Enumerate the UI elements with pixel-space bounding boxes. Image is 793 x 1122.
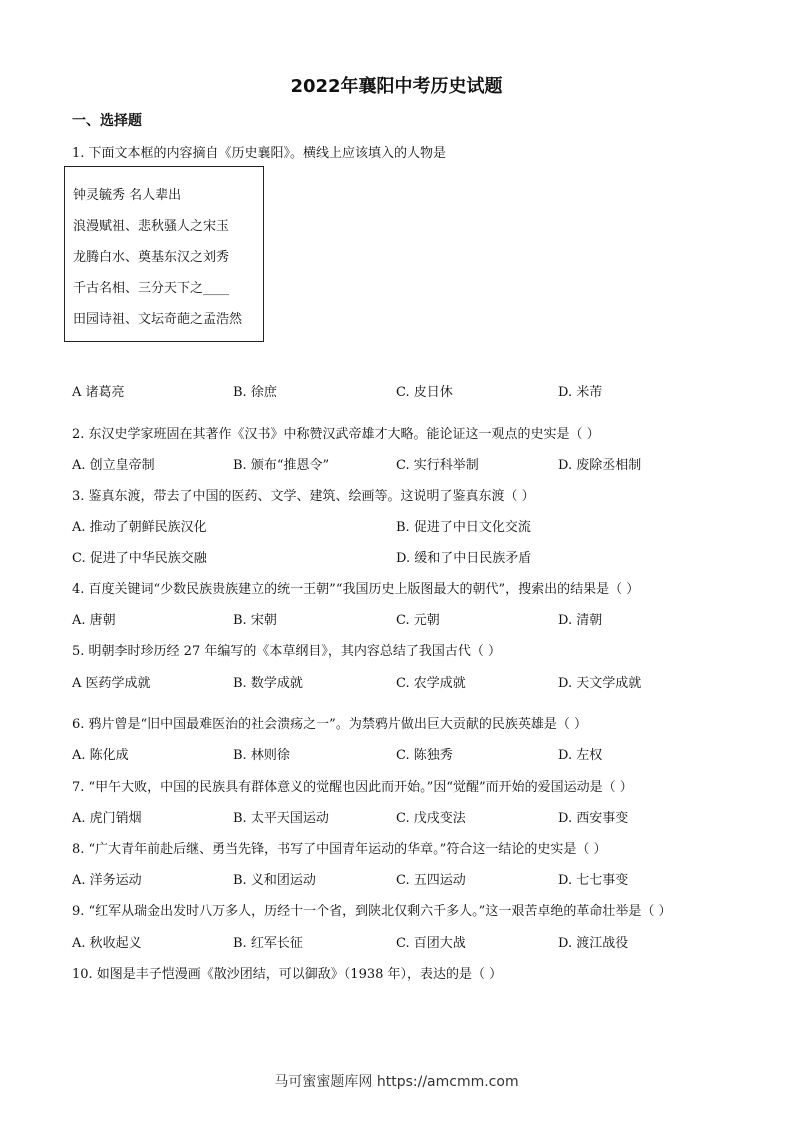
q7-option-a[interactable]: A. 虎门销烟 bbox=[72, 811, 142, 826]
question-7-stem: 7. “甲午大败，中国的民族具有群体意义的觉醒也因此而开始。”因“觉醒”而开始的爱国运动是（ ） bbox=[72, 780, 633, 795]
question-5-stem: 5. 明朝李时珍历经 27 年编写的《本草纲目》，其内容总结了我国古代（ ） bbox=[72, 644, 501, 659]
q1-option-b[interactable]: B. 徐庶 bbox=[233, 385, 277, 400]
q6-option-d[interactable]: D. 左权 bbox=[558, 748, 603, 763]
q6-option-c[interactable]: C. 陈独秀 bbox=[396, 748, 453, 763]
q8-option-a[interactable]: A. 洋务运动 bbox=[72, 873, 142, 888]
q9-option-b[interactable]: B. 红军长征 bbox=[233, 936, 303, 951]
q9-option-d[interactable]: D. 渡江战役 bbox=[558, 936, 629, 951]
textbox-line: 田园诗祖、文坛奇葩之孟浩然 bbox=[73, 312, 243, 327]
question-8-stem: 8. “广大青年前赴后继、勇当先锋，书写了中国青年运动的华章。”符合这一结论的史实是（ ） bbox=[72, 842, 607, 857]
q4-option-a[interactable]: A. 唐朝 bbox=[72, 613, 116, 628]
footer-watermark: 马可蜜蜜题库网 https://amcmm.com bbox=[274, 1074, 519, 1090]
q6-option-b[interactable]: B. 林则徐 bbox=[233, 748, 290, 763]
q8-option-b[interactable]: B. 义和团运动 bbox=[233, 873, 316, 888]
q5-option-b[interactable]: B. 数学成就 bbox=[233, 676, 303, 691]
q9-option-a[interactable]: A. 秋收起义 bbox=[72, 936, 142, 951]
q1-option-d[interactable]: D. 米芾 bbox=[558, 385, 603, 400]
q4-option-b[interactable]: B. 宋朝 bbox=[233, 613, 277, 628]
textbox-line: 千古名相、三分天下之____ bbox=[73, 281, 230, 296]
q6-option-a[interactable]: A. 陈化成 bbox=[72, 748, 129, 763]
q5-option-a[interactable]: A 医药学成就 bbox=[72, 676, 151, 691]
question-10-stem: 10. 如图是丰子恺漫画《散沙团结，可以御敌》（1938 年），表达的是（ ） bbox=[72, 967, 503, 982]
q7-option-c[interactable]: C. 戊戌变法 bbox=[396, 811, 466, 826]
q9-option-c[interactable]: C. 百团大战 bbox=[396, 936, 466, 951]
q5-option-c[interactable]: C. 农学成就 bbox=[396, 676, 466, 691]
q8-option-d[interactable]: D. 七七事变 bbox=[558, 873, 629, 888]
q3-option-a[interactable]: A. 推动了朝鲜民族汉化 bbox=[72, 520, 207, 535]
textbox-line: 浪漫赋祖、悲秋骚人之宋玉 bbox=[73, 219, 230, 234]
q5-option-d[interactable]: D. 天文学成就 bbox=[558, 676, 642, 691]
question-1-stem: 1. 下面文本框的内容摘自《历史襄阳》。横线上应该填入的人物是 bbox=[72, 146, 447, 161]
q7-option-d[interactable]: D. 西安事变 bbox=[558, 811, 629, 826]
question-6-stem: 6. 鸦片曾是“旧中国最难医治的社会溃疡之一”。为禁鸦片做出巨大贡献的民族英雄是（ ） bbox=[72, 717, 587, 732]
question-9-stem: 9. “红军从瑞金出发时八万多人，历经十一个省，到陕北仅剩六千多人。”这一艰苦卓绝的革命壮举是（ ） bbox=[72, 904, 672, 919]
q3-option-c[interactable]: C. 促进了中华民族交融 bbox=[72, 551, 207, 566]
q2-option-c[interactable]: C. 实行科举制 bbox=[396, 458, 479, 473]
question-2-stem: 2. 东汉史学家班固在其著作《汉书》中称赞汉武帝雄才大略。能论证这一观点的史实是（ ） bbox=[72, 427, 600, 442]
section-heading: 一、选择题 bbox=[72, 113, 142, 129]
q7-option-b[interactable]: B. 太平天国运动 bbox=[233, 811, 329, 826]
textbox-line: 龙腾白水、奠基东汉之刘秀 bbox=[73, 250, 230, 265]
q4-option-c[interactable]: C. 元朝 bbox=[396, 613, 440, 628]
q4-option-d[interactable]: D. 清朝 bbox=[558, 613, 603, 628]
q1-option-c[interactable]: C. 皮日休 bbox=[396, 385, 453, 400]
question-4-stem: 4. 百度关键词“少数民族贵族建立的统一王朝”“我国历史上版图最大的朝代”，搜索出的结果是（ ） bbox=[72, 582, 640, 597]
quote-textbox bbox=[64, 166, 264, 342]
q2-option-d[interactable]: D. 废除丞相制 bbox=[558, 458, 642, 473]
q3-option-d[interactable]: D. 缓和了中日民族矛盾 bbox=[396, 551, 532, 566]
textbox-line: 钟灵毓秀 名人辈出 bbox=[73, 188, 182, 203]
q1-option-a[interactable]: A 诸葛亮 bbox=[72, 385, 125, 400]
q3-option-b[interactable]: B. 促进了中日文化交流 bbox=[396, 520, 531, 535]
q2-option-a[interactable]: A. 创立皇帝制 bbox=[72, 458, 155, 473]
question-3-stem: 3. 鉴真东渡，带去了中国的医药、文学、建筑、绘画等。这说明了鉴真东渡（ ） bbox=[72, 489, 535, 504]
page-title: 2022年襄阳中考历史试题 bbox=[290, 76, 503, 97]
q8-option-c[interactable]: C. 五四运动 bbox=[396, 873, 466, 888]
q2-option-b[interactable]: B. 颁布“推恩令” bbox=[233, 458, 330, 473]
